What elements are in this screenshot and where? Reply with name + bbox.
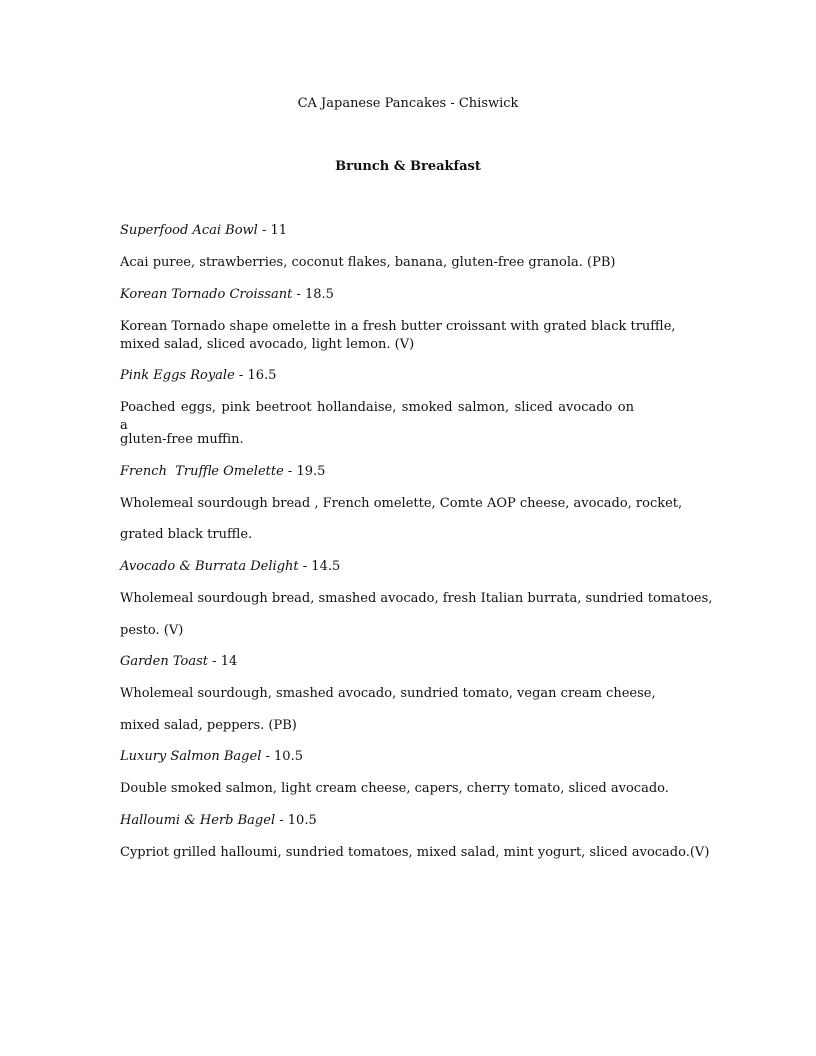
menu-item-name: French Truffle Omelette [120,464,284,479]
menu-item-price: 10.5 [274,749,303,764]
menu-item-description: mixed salad, peppers. (PB) [120,718,297,733]
menu-item-price: 11 [270,223,288,238]
menu-item-title: French Truffle Omelette - 19.5 [120,464,326,479]
menu-item-description: Acai puree, strawberries, coconut flakes, banana, gluten-free granola. (PB) [120,255,616,270]
menu-item-description: Double smoked salmon, light cream cheese, capers, cherry tomato, sliced avocado. [120,781,669,796]
menu-item-price: 16.5 [247,368,277,383]
menu-item-price: 14.5 [311,559,341,574]
menu-item-description: pesto. (V) [120,623,184,638]
menu-item-title: Avocado & Burrata Delight - 14.5 [120,559,341,574]
menu-item-title: Pink Eggs Royale - 16.5 [120,368,277,383]
menu-item-description: Cypriot grilled halloumi, sundried tomatoes, mixed salad, mint yogurt, sliced avocado.(V) [120,845,710,860]
menu-item-price: 10.5 [287,813,317,828]
menu-item-price: 14 [220,654,238,669]
menu-item-description: Korean Tornado shape omelette in a fresh butter croissant with grated black truffle, mixed salad, sliced avocado, light lemon. (V) [120,319,676,352]
menu-item-name: Superfood Acai Bowl [120,223,258,238]
menu-item-description: gluten-free muffin. [120,432,244,447]
menu-item-name: Avocado & Burrata Delight [120,559,299,574]
menu-item-name: Pink Eggs Royale [120,368,235,383]
menu-item-name: Garden Toast [120,654,209,669]
menu-item-description: Poached eggs, pink beetroot hollandaise, smoked salmon, sliced avocado on a [120,400,634,433]
section-heading: Brunch & Breakfast [335,159,481,174]
menu-item-description: Wholemeal sourdough bread , French omelette, Comte AOP cheese, avocado, rocket, [120,496,683,511]
menu-item-description: Wholemeal sourdough bread, smashed avocado, fresh Italian burrata, sundried tomatoes, [120,591,713,606]
menu-item-price: 18.5 [304,287,334,302]
menu-item-title: Garden Toast - 14 [120,654,238,669]
menu-item-description: grated black truffle. [120,527,253,542]
menu-item-price: 19.5 [296,464,326,479]
document-title: CA Japanese Pancakes - Chiswick [297,96,519,111]
menu-item-title: Halloumi & Herb Bagel - 10.5 [120,813,317,828]
menu-item-name: Korean Tornado Croissant [120,287,293,302]
menu-item-title: Korean Tornado Croissant - 18.5 [120,287,334,302]
menu-item-name: Halloumi & Herb Bagel [120,813,276,828]
menu-item-title: Luxury Salmon Bagel - 10.5 [120,749,303,764]
menu-item-description: Wholemeal sourdough, smashed avocado, sundried tomato, vegan cream cheese, [120,686,656,701]
menu-item-title: Superfood Acai Bowl - 11 [120,223,288,238]
menu-item-name: Luxury Salmon Bagel [120,749,262,764]
